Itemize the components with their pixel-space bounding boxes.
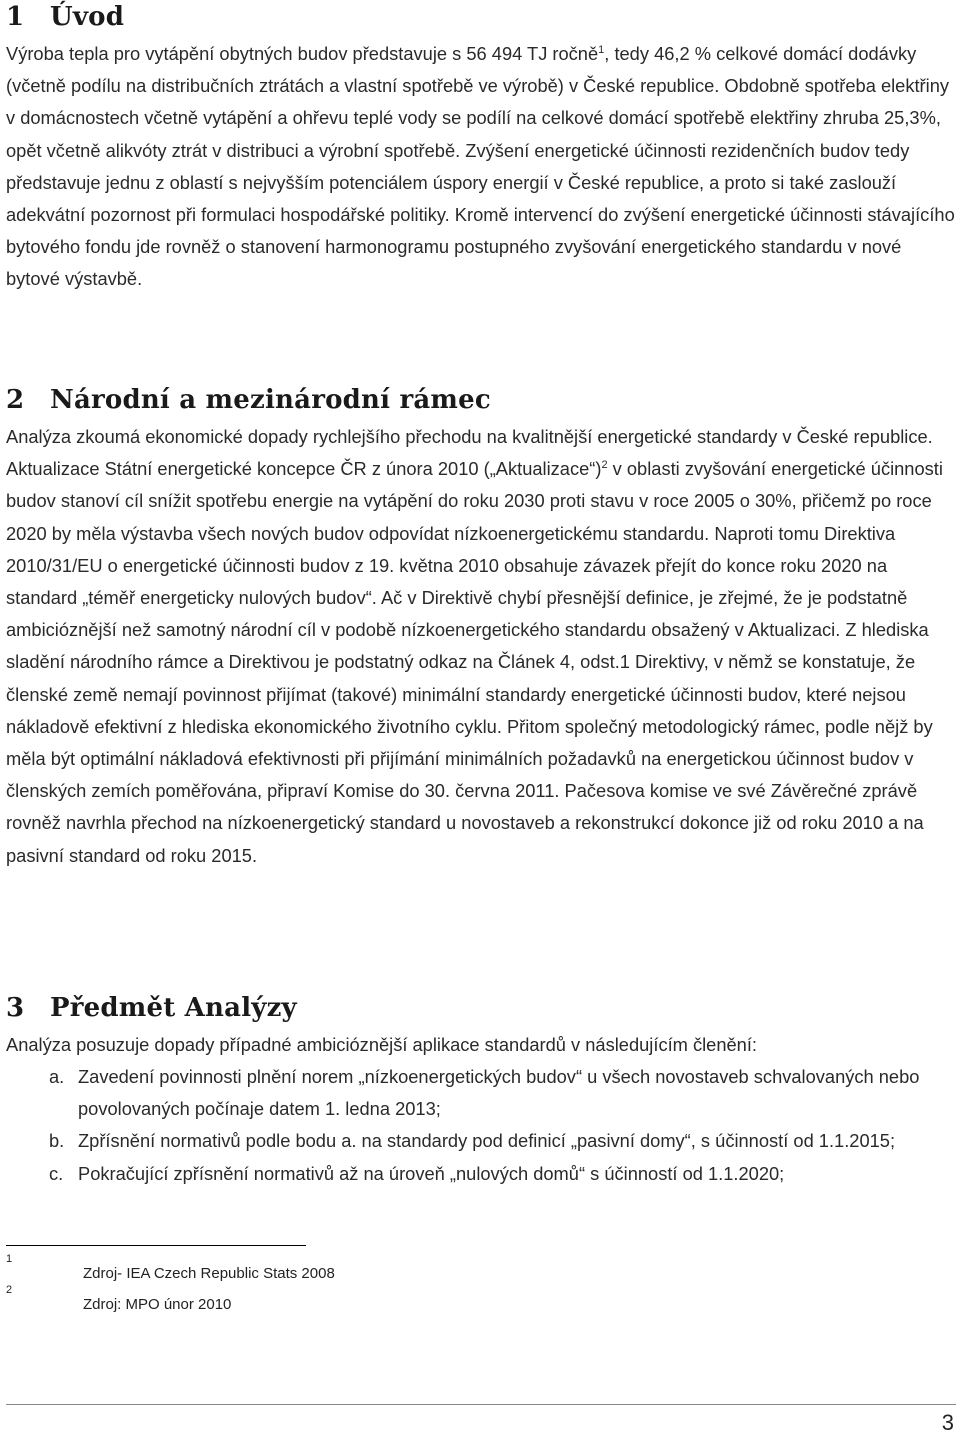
paragraph-text: Analýza zkoumá ekonomické dopady rychlejšího přechodu na kvalitnější energetické standardy v České republice. Aktualizace Státní energetické koncepce ČR z února 2010 („Aktualizace“) <box>6 426 933 480</box>
section-2-heading <box>6 385 491 415</box>
section-title: Úvod <box>50 2 125 32</box>
paragraph-text: Výroba tepla pro vytápění obytných budov představuje s 56 494 TJ ročně <box>6 43 599 64</box>
footnote-ref-1[interactable]: 1 <box>598 43 605 56</box>
list-item <box>6 1158 956 1190</box>
footer-separator <box>6 1404 956 1405</box>
list-item-label: c. <box>49 1162 64 1184</box>
list-item-text: Pokračující zpřísnění normativů až na úroveň „nulových domů“ s účinností od 1.1.2020; <box>78 1162 785 1184</box>
section-3-heading <box>6 993 297 1023</box>
list-item-label: a. <box>49 1066 65 1087</box>
section-2-paragraph <box>6 421 956 872</box>
list-item <box>6 1125 956 1157</box>
footnote-text: Zdroj: MPO únor 2010 <box>83 1296 232 1313</box>
list-item <box>6 1061 956 1125</box>
section-number: 1 <box>6 2 25 32</box>
paragraph-text: v oblasti zvyšování energetické účinnosti budov stanoví cíl snížit spotřebu energie na vytápění do roku 2030 proti stavu v roce 2005 o 30%, přičemž po roce 2020 by měla výstavba všech nových budov odpovídat nízkoenergetickému standardu. Naproti tomu Direktiva 2010/31/EU o energetické účinnosti budov z 19. května 2010 obsahuje závazek přejít do konce roku 2020 na standard „téměř energeticky nulových budov“. Ač v Direktivě chybí přesnější definice, je zřejmé, že je podstatně ambicióznější než samotný národní cíl v podobě nízkoenergetického standardu obsažený v Aktualizaci. Z hlediska sladění národního rámce a Direktivou je podstatný odkaz na Článek 4, odst.1 Direktivy, v němž se konstatuje, že členské země nemají povinnost přijímat (takové) minimální standardy energetické účinnosti budov, které nejsou nákladově efektivní z hlediska ekonomického životního cyklu. Přitom společný metodologický rámec, podle nějž by měla být optimální nákladová efektivnosti při přijímání minimálních požadavků na energetickou účinnost budov v členských zemích poměřována, připraví Komise do 30. června 2011. Pačesova komise ve své Závěrečné zprávě rovněž navrhla přechod na nízkoenergetický standard u novostaveb a rekonstrukcí dokonce již od roku 2010 a na pasivní standard od roku 2015. <box>6 458 943 866</box>
footnote-text: Zdroj- IEA Czech Republic Stats 2008 <box>83 1265 335 1282</box>
paragraph-text: , tedy 46,2 % celkové domácí dodávky (včetně podílu na distribučních ztrátách a vlastní spotřebě ve výrobě) v České republice. Obdobně spotřeba elektřiny v domácnostech včetně vytápění a ohřevu teplé vody se podílí na celkové domácí spotřebě elektřiny zhruba 25,3%, opět včetně alikvóty ztrát v distribuci a výrobní spotřebě. Zvýšení energetické účinnosti rezidenčních budov tedy představuje jednu z oblastí s nejvyšším potenciálem úspory energií v České republice, a proto si také zaslouží adekvátní pozornost při formulaci hospodářské politiky. Kromě intervencí do zvýšení energetické účinnosti stávajícího bytového fondu jde rovněž o stanovení harmonogramu postupného zvyšování energetického standardu v nové bytové výstavbě. <box>6 43 955 290</box>
footnote-mark: 2 <box>6 1284 13 1296</box>
footnote-mark: 1 <box>6 1253 13 1265</box>
criteria-list <box>6 1061 956 1190</box>
list-item-text: Zpřísnění normativů podle bodu a. na standardy pod definicí „pasivní domy“, s účinností od 1.1.2015; <box>78 1130 896 1152</box>
page-number: 3 <box>941 1410 954 1435</box>
section-1-paragraph <box>6 38 956 296</box>
footnote-separator <box>6 1245 306 1246</box>
list-item-text: Zavedení povinnosti plnění norem „nízkoenergetických budov“ u všech novostaveb schvalovaných nebo povolovaných počínaje datem 1. ledna 2013; <box>78 1066 920 1120</box>
section-number: 3 <box>6 993 25 1023</box>
section-title: Předmět Analýzy <box>50 993 297 1023</box>
section-3-intro: Analýza posuzuje dopady případné ambicióznější aplikace standardů v následujícím členění: <box>6 1034 758 1055</box>
section-title: Národní a mezinárodní rámec <box>50 385 491 415</box>
section-number: 2 <box>6 385 25 415</box>
footnote-ref-2[interactable]: 2 <box>601 459 608 472</box>
section-1-heading <box>6 2 124 32</box>
list-item-label: b. <box>49 1130 65 1152</box>
